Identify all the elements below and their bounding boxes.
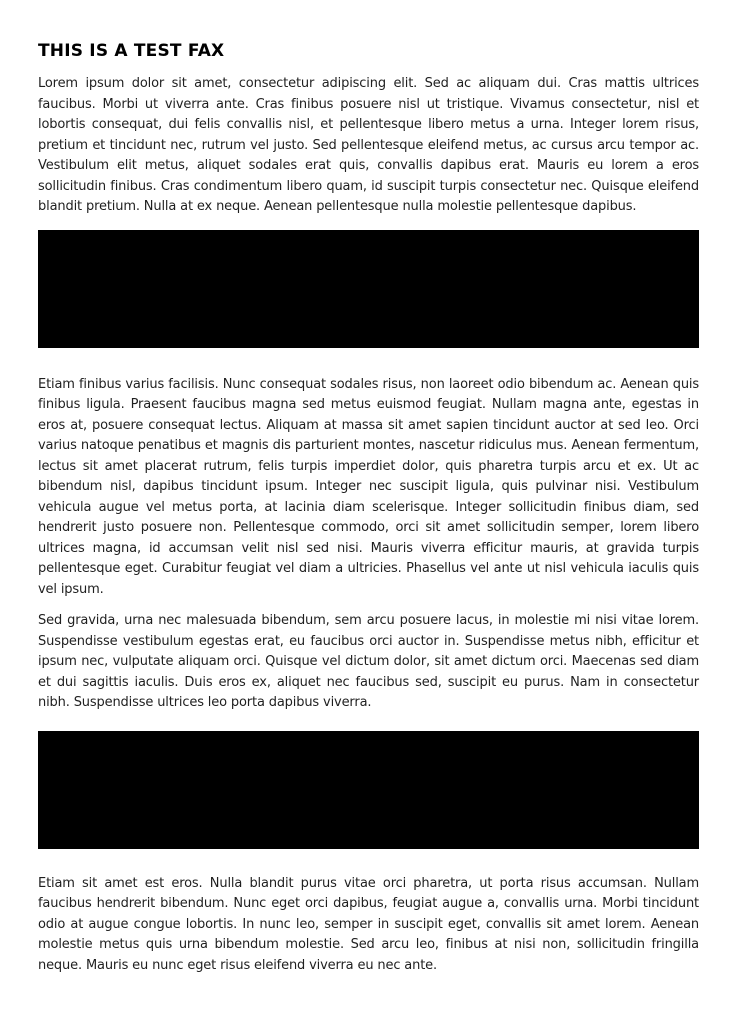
redacted-block-2 — [38, 731, 699, 849]
paragraph-2: Etiam finibus varius facilisis. Nunc consequat sodales risus, non laoreet odio bibendum ac. Aenean quis finibus ligula. Praesent faucibus magna sed metus euismod feugiat. Nullam magna ante, egestas in eros at, posuere consequat lectus. Aliquam at massa sit amet sapien tincidunt auctor at sed leo. Orci varius natoque penatibus et magnis dis parturient montes, nascetur ridiculus mus. Aenean fermentum, lectus sit amet placerat rutrum, felis turpis imperdiet dolor, quis pharetra turpis arcu et ex. Ut ac bibendum nisl, dapibus tincidunt ipsum. Integer nec suscipit ligula, quis pulvinar nisi. Vestibulum vehicula augue vel metus porta, at lacinia diam scelerisque. Integer sollicitudin finibus diam, sed hendrerit justo posuere non. Pellentesque commodo, orci sit amet sollicitudin semper, lorem libero ultrices magna, id accumsan velit nisl sed nisi. Mauris viverra efficitur mauris, at gravida turpis pellentesque eget. Curabitur feugiat vel diam a ultricies. Phasellus vel ante ut nisl vehicula iaculis quis vel ipsum. — [38, 376, 699, 597]
redacted-block-1 — [38, 230, 699, 348]
paragraph-1: Lorem ipsum dolor sit amet, consectetur adipiscing elit. Sed ac aliquam dui. Cras mattis ultrices faucibus. Morbi ut viverra ante. Cras finibus posuere nisl ut tristique. Vivamus consectetur, nisl et lobortis consequat, dui felis convallis nisl, et pellentesque libero metus a urna. Integer lorem risus, pretium et tincidunt nec, rutrum vel justo. Sed pellentesque eleifend metus, ac cursus arcu tempor ac. Vestibulum elit metus, aliquet sodales erat quis, convallis dapibus erat. Mauris eu lorem a eros sollicitudin finibus. Cras condimentum libero quam, id suscipit turpis consectetur nec. Quisque eleifend blandit pretium. Nulla at ex neque. Aenean pellentesque nulla molestie pellentesque dapibus. — [38, 76, 699, 214]
paragraph-3: Sed gravida, urna nec malesuada bibendum, sem arcu posuere lacus, in molestie mi nisi vitae lorem. Suspendisse vestibulum egestas erat, eu faucibus orci auctor in. Suspendisse metus nibh, efficitur et ipsum nec, vulputate aliquam orci. Quisque vel dictum dolor, sit amet dictum orci. Maecenas sed diam et dui sagittis iaculis. Duis eros ex, aliquet nec faucibus sed, suscipit eu purus. Nam in consectetur nibh. Suspendisse ultrices leo porta dapibus viverra. — [38, 613, 699, 710]
document-title: THIS IS A TEST FAX — [38, 41, 225, 61]
paragraph-4: Etiam sit amet est eros. Nulla blandit purus vitae orci pharetra, ut porta risus accumsan. Nullam faucibus hendrerit bibendum. Nunc eget orci dapibus, feugiat augue a, convallis urna. Morbi tincidunt odio at augue congue lobortis. In nunc leo, semper in suscipit eget, convallis sit amet lorem. Aenean molestie metus quis urna bibendum molestie. Sed arcu leo, finibus at nisi non, sollicitudin fringilla neque. Mauris eu nunc eget risus eleifend viverra eu nec ante. — [38, 875, 699, 973]
fax-page — [38, 40, 699, 976]
